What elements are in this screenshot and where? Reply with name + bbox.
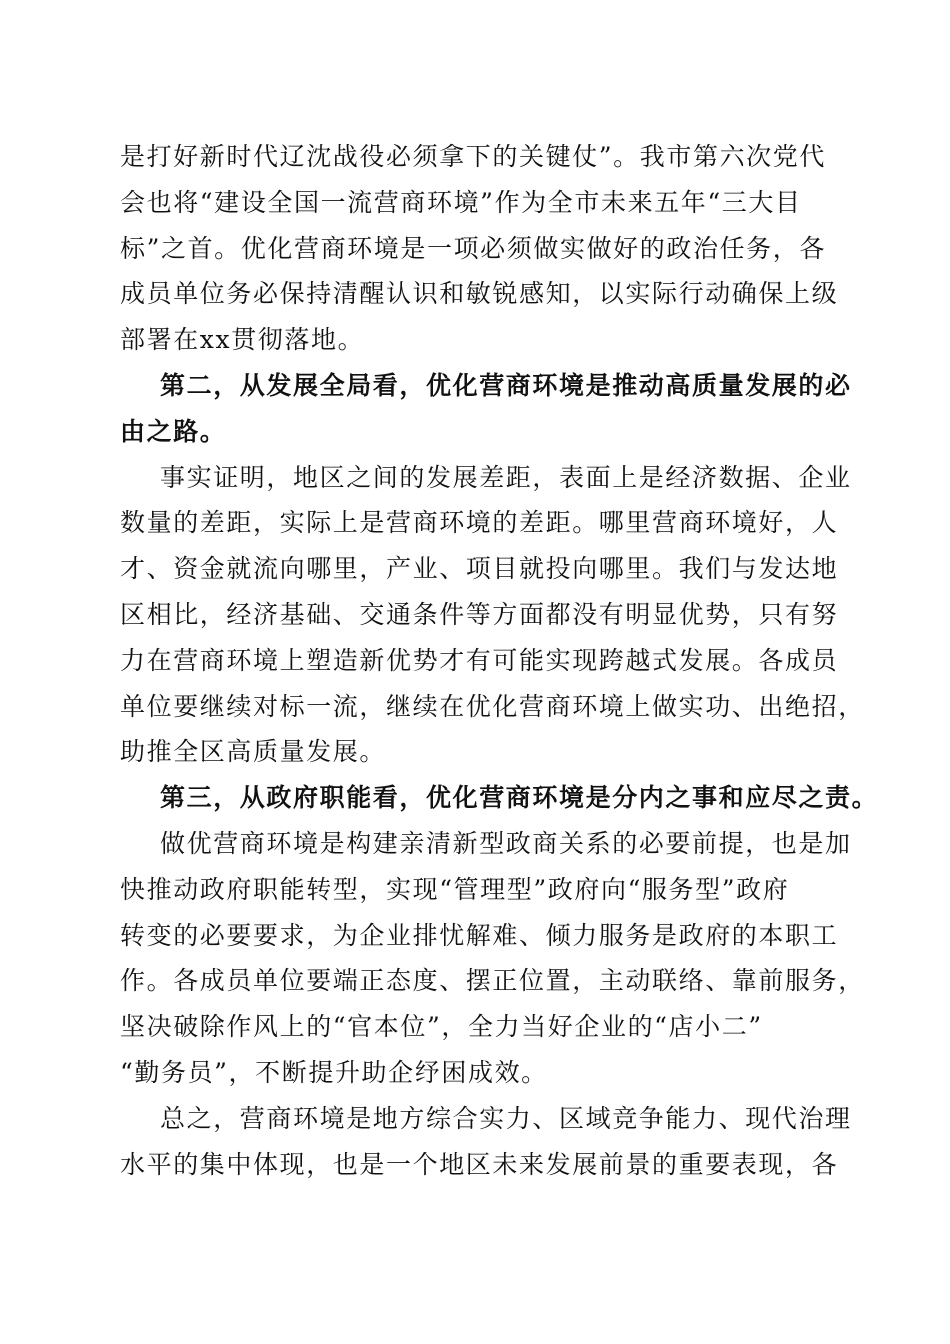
text-line: 坚决破除作风上的“官本位”，全力当好企业的“店小二” (120, 1012, 763, 1042)
text-line: 成员单位务必保持清醒认识和敏锐感知，以实际行动确保上级 (120, 279, 839, 309)
text-line: 转变的必要要求，为企业排忧解难、倾力服务是政府的本职工 (120, 920, 839, 950)
text-line: 做优营商环境是构建亲清新型政商关系的必要前提，也是加 (160, 828, 852, 858)
text-line: 数量的差距，实际上是营商环境的差距。哪里营商环境好，人 (120, 508, 839, 538)
section-heading-3 (120, 775, 879, 821)
text-line: 力在营商环境上塑造新优势才有可能实现跨越式发展。各成员 (120, 645, 839, 675)
text-line: 事实证明，地区之间的发展差距，表面上是经济数据、企业 (160, 462, 852, 492)
text-line: 是打好新时代辽沈战役必须拿下的关键仗”。我市第六次党代 (120, 142, 826, 171)
text-line: 作。各成员单位要端正态度、摆正位置，主动联络、靠前服务， (120, 966, 865, 996)
text-line: 水平的集中体现，也是一个地区未来发展前景的重要表现，各 (120, 1149, 839, 1179)
body-paragraph (120, 1096, 852, 1188)
text-line: 第二，从发展全局看，优化营商环境是推动高质量发展的必 (160, 370, 852, 400)
text-line: 才、资金就流向哪里，产业、项目就投向哪里。我们与发达地 (120, 554, 839, 584)
body-paragraph (120, 134, 839, 363)
text-line: 标”之首。优化营商环境是一项必须做实做好的政治任务，各 (120, 233, 826, 263)
text-line: 第三，从政府职能看，优化营商环境是分内之事和应尽之责。 (160, 783, 879, 813)
document-page (120, 134, 879, 1187)
body-paragraph (120, 821, 865, 1096)
text-line: 区相比，经济基础、交通条件等方面都没有明显优势，只有努 (120, 599, 839, 629)
section-heading-2 (120, 363, 852, 455)
text-line: 部署在xx贯彻落地。 (120, 325, 365, 355)
text-line: 由之路。 (120, 416, 227, 446)
text-line: 助推全区高质量发展。 (120, 737, 387, 767)
body-paragraph (120, 455, 865, 776)
text-line: 总之，营商环境是地方综合实力、区域竞争能力、现代治理 (160, 1103, 852, 1133)
text-line: 会也将“建设全国一流营商环境”作为全市未来五年“三大目 (120, 187, 802, 217)
text-line: 单位要继续对标一流，继续在优化营商环境上做实功、出绝招， (120, 691, 865, 721)
text-line: 快推动政府职能转型，实现“管理型”政府向“服务型”政府 (120, 874, 790, 904)
text-line: “勤务员”，不断提升助企纾困成效。 (120, 1057, 548, 1087)
